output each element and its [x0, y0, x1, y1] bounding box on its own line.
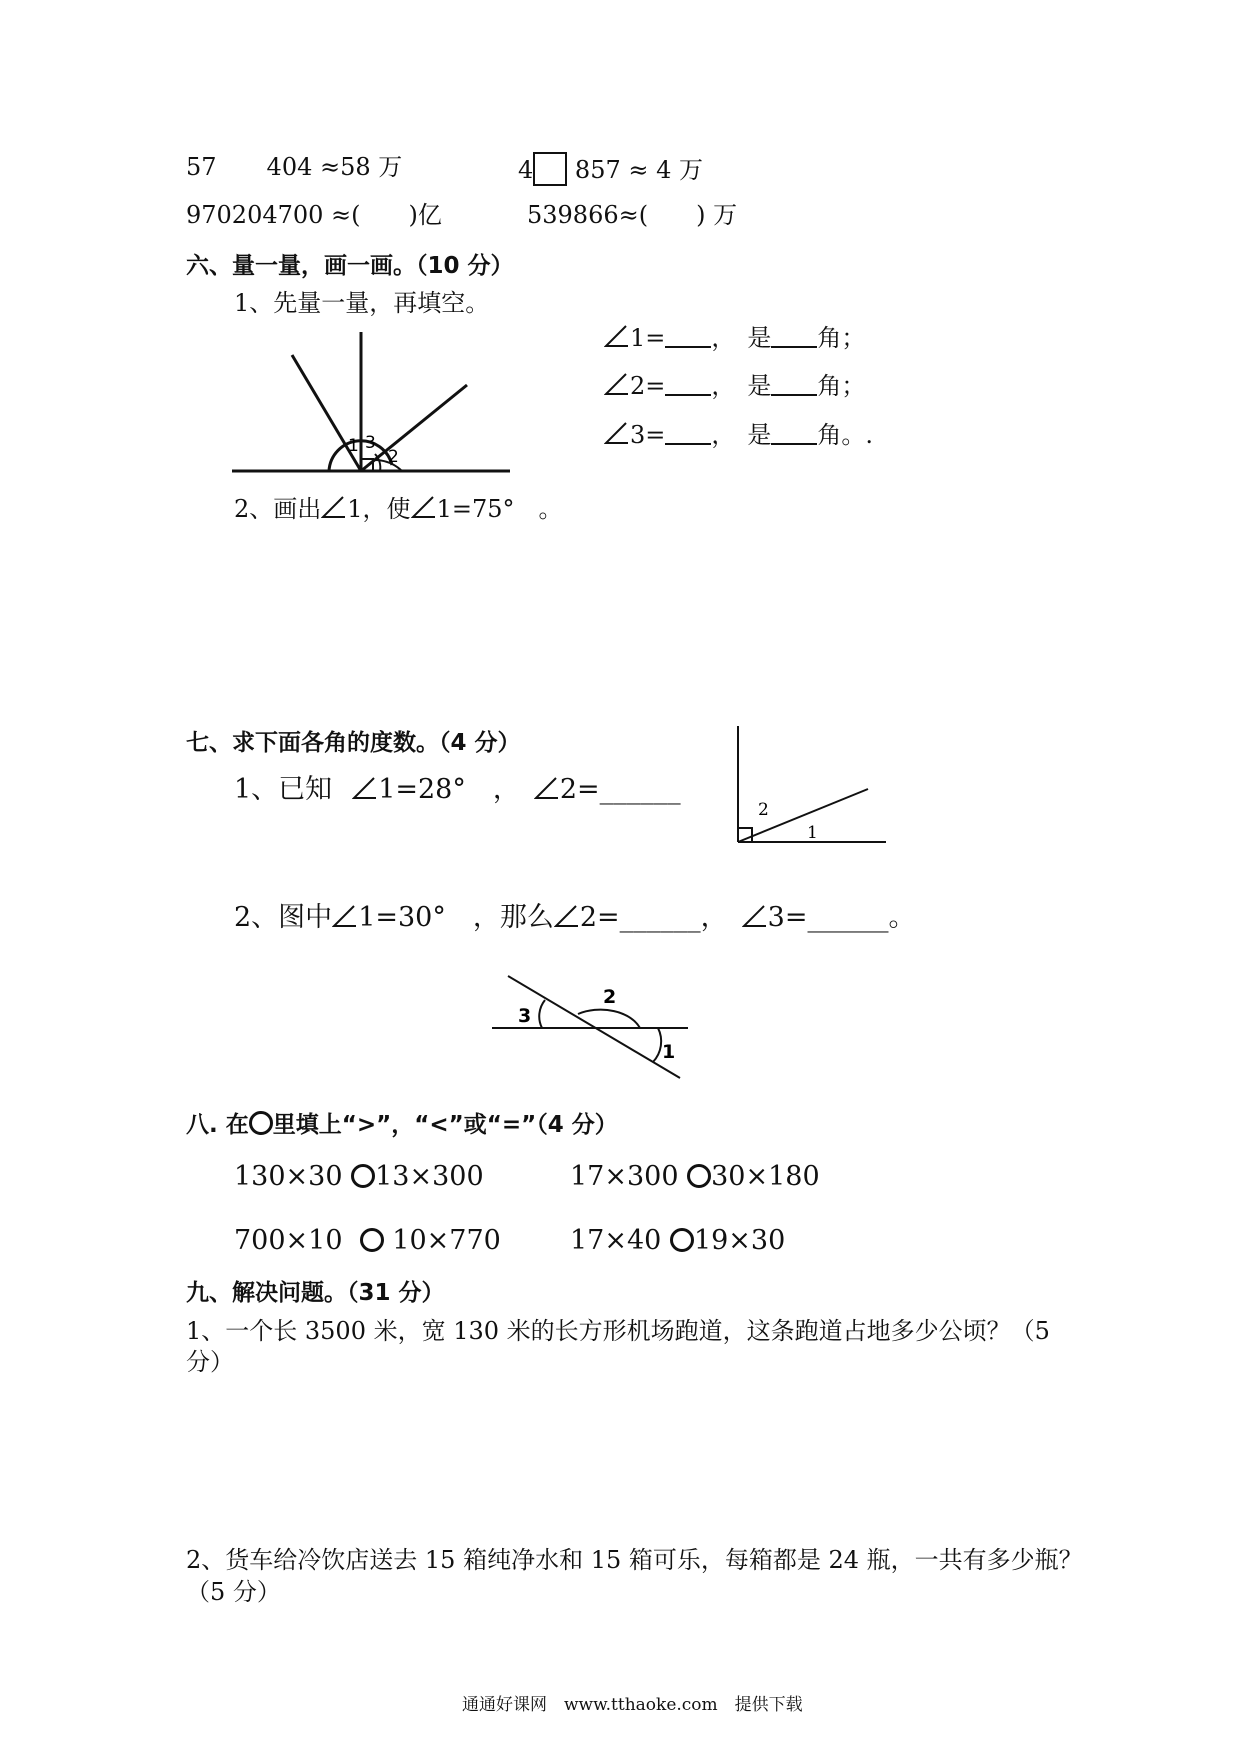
problem2-line2: （5 分）: [186, 1578, 281, 1606]
compare-row1-left: 130×30 13×300: [234, 1161, 484, 1192]
blank-angle2-type[interactable]: [771, 372, 817, 396]
blank-angle3-type[interactable]: [771, 421, 817, 445]
angle-symbol-icon: [742, 904, 768, 928]
problem2-line1: 2、货车给冷饮店送去 15 箱纯净水和 15 箱可乐，每箱都是 24 瓶，一共有多少瓶？: [186, 1546, 1083, 1574]
section9-heading: 九、解决问题。（31 分）: [186, 1280, 445, 1306]
angle-symbol-icon: [604, 324, 630, 348]
problem1-line2: 分）: [186, 1348, 234, 1376]
angle-figure-2: [730, 724, 888, 846]
fig3-label-1: 1: [662, 1041, 676, 1063]
problem1-line1: 1、一个长 3500 米，宽 130 米的长方形机场跑道，这条跑道占地多少公顷？（5: [186, 1317, 1050, 1345]
fill-row-2: 2= ， 是 角；: [604, 371, 865, 401]
fig3-label-3: 3: [518, 1005, 532, 1027]
section6-heading: 六、量一量，画一画。（10 分）: [186, 253, 514, 279]
angle-symbol-icon: [321, 495, 347, 519]
approx-row1-right: 4 857 ≈ 4 万: [518, 152, 703, 186]
compare-circle-2[interactable]: [687, 1164, 711, 1188]
approx-row2-right: 539866≈( ) 万: [527, 201, 738, 229]
angle-symbol-icon: [332, 904, 358, 928]
fill-row-3: 3= ， 是 角。.: [604, 420, 873, 450]
angle-figure-1: [230, 330, 512, 480]
approx-row2-left: 970204700 ≈( )亿: [186, 201, 442, 229]
angle-symbol-icon: [411, 495, 437, 519]
fig2-label-2: 2: [758, 800, 769, 820]
fig-label-3: 3: [365, 433, 376, 453]
section8-heading: 八. 在 里填上“>”，“<”或“=”（4 分）: [186, 1112, 618, 1138]
compare-row2-left: 700×10 10×770: [234, 1225, 501, 1256]
footer-credit: 通通好课网 www.tthaoke.com 提供下载: [462, 1695, 803, 1715]
fig2-label-1: 1: [807, 823, 818, 843]
compare-row2-right: 17×40 19×30: [570, 1225, 786, 1256]
compare-circle-3[interactable]: [360, 1228, 384, 1252]
compare-row1-right: 17×300 30×180: [570, 1161, 820, 1192]
blank-angle2-degree[interactable]: [665, 372, 711, 396]
section7-item1: 1、已知 1=28° ， 2=______: [234, 774, 681, 805]
blank-angle3-degree[interactable]: [665, 421, 711, 445]
circle-icon: [249, 1111, 273, 1135]
blank-angle1-type[interactable]: [771, 324, 817, 348]
angle-figure-3: [490, 970, 690, 1082]
angle-symbol-icon: [534, 776, 560, 800]
fig-label-1: 1: [348, 436, 359, 456]
approx-row1-left: 57 404 ≈58 万: [186, 153, 403, 181]
blank-angle1-degree[interactable]: [665, 324, 711, 348]
compare-circle-4[interactable]: [670, 1228, 694, 1252]
fig-label-2: 2: [388, 447, 399, 467]
section6-sub2: 2、画出 1，使 1=75° 。: [234, 495, 563, 523]
section7-heading: 七、求下面各角的度数。（4 分）: [186, 730, 521, 756]
fig3-label-2: 2: [603, 986, 617, 1008]
angle-symbol-icon: [604, 421, 630, 445]
section7-item2: 2、图中 1=30° ，那么 2=______， 3=______。: [234, 902, 916, 933]
section6-sub1: 1、先量一量，再填空。: [234, 289, 490, 317]
angle-symbol-icon: [554, 904, 580, 928]
fill-row-1: 1= ， 是 角；: [604, 323, 865, 353]
compare-circle-1[interactable]: [351, 1164, 375, 1188]
angle-symbol-icon: [604, 372, 630, 396]
answer-box[interactable]: [533, 152, 567, 186]
angle-symbol-icon: [352, 776, 378, 800]
